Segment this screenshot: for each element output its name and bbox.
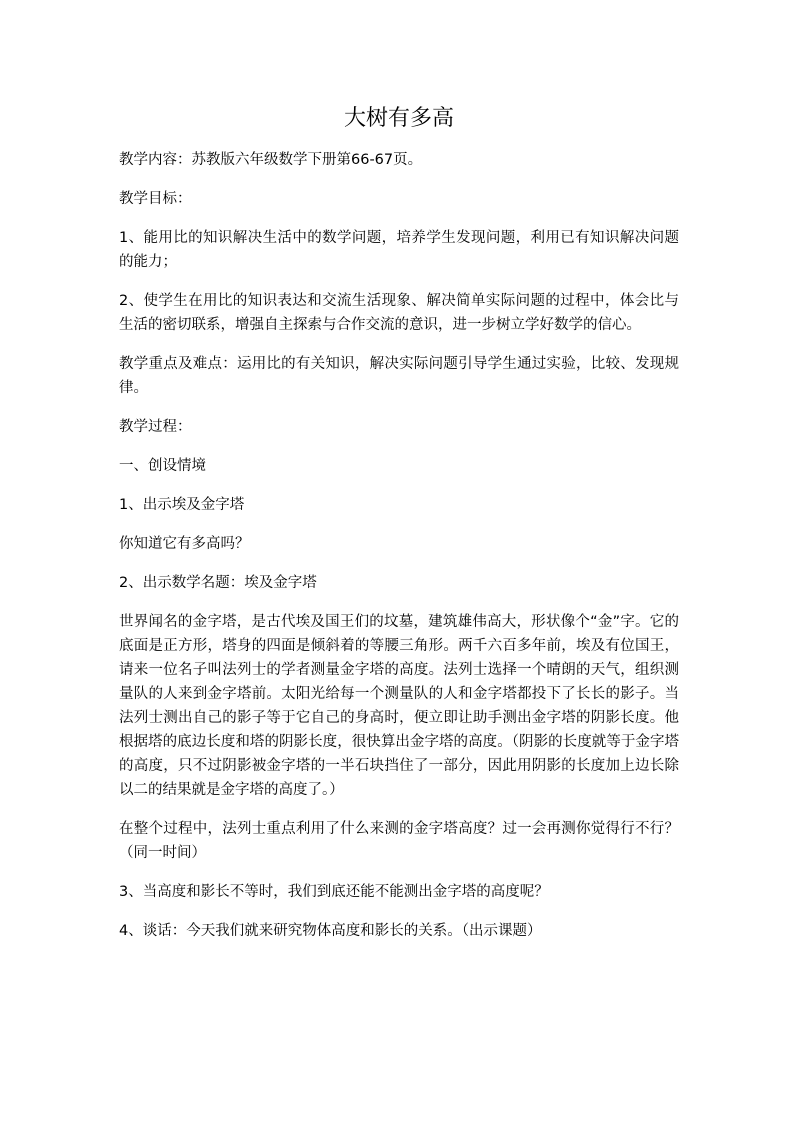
process-heading: 教学过程： xyxy=(119,419,192,435)
document-title: 大树有多高 xyxy=(343,106,454,131)
pyramid-story: 世界闻名的金字塔，是古代埃及国王们的坟墓，建筑雄伟高大，形状像个“金”字。它的底面是正方形，塔身的四面是倾斜着的等腰三角形。两千六百多年前，埃及有位国王，请来一位名子叫法列士的学者测量金字塔的高度。法列士选择一个晴朗的天气，组织测量队的人来到金字塔前。太阳光给每一个测量队的人和金字塔都投下了长长的影子。当法列士测出自己的影子等于它自己的身高时，便立即让助手测出金字塔的阴影长度。他根据塔的底边长度和塔的阴影长度，很快算出金字塔的高度。（阴影的长度就等于金字塔的高度，只不过阴影被金字塔的一半石块挡住了一部分，因此用阴影的长度加上边长除以二的结果就是金字塔的高度了。） xyxy=(119,614,679,798)
goal-2: 2、使学生在用比的知识表达和交流生活现象、解决简单实际问题的过程中，体会比与生活的密切联系，增强自主探索与合作交流的意识，进一步树立学好数学的信心。 xyxy=(119,293,679,333)
step-3: 3、当高度和影长不等时，我们到底还能不能测出金字塔的高度呢？ xyxy=(119,884,549,900)
step-1: 1、出示埃及金字塔 xyxy=(119,497,245,513)
step-4: 4、谈话：今天我们就来研究物体高度和影长的关系。（出示课题） xyxy=(119,923,542,939)
goal-1: 1、能用比的知识解决生活中的数学问题，培养学生发现问题，利用已有知识解决问题的能力； xyxy=(119,230,679,270)
process-question: 在整个过程中，法列士重点利用了什么来测的金字塔高度？过一会再测你觉得行不行？（同一时间） xyxy=(119,821,679,861)
question-1: 你知道它有多高吗？ xyxy=(119,536,250,552)
step-2: 2、出示数学名题：埃及金字塔 xyxy=(119,575,317,591)
teaching-goals-heading: 教学目标： xyxy=(119,191,192,207)
key-points: 教学重点及难点：运用比的有关知识，解决实际问题引导学生通过实验，比较、发现规律。 xyxy=(119,356,679,396)
document-page xyxy=(119,104,679,958)
teaching-content: 教学内容：苏教版六年级数学下册第66-67页。 xyxy=(119,152,423,168)
section-1-heading: 一、创设情境 xyxy=(119,458,206,474)
